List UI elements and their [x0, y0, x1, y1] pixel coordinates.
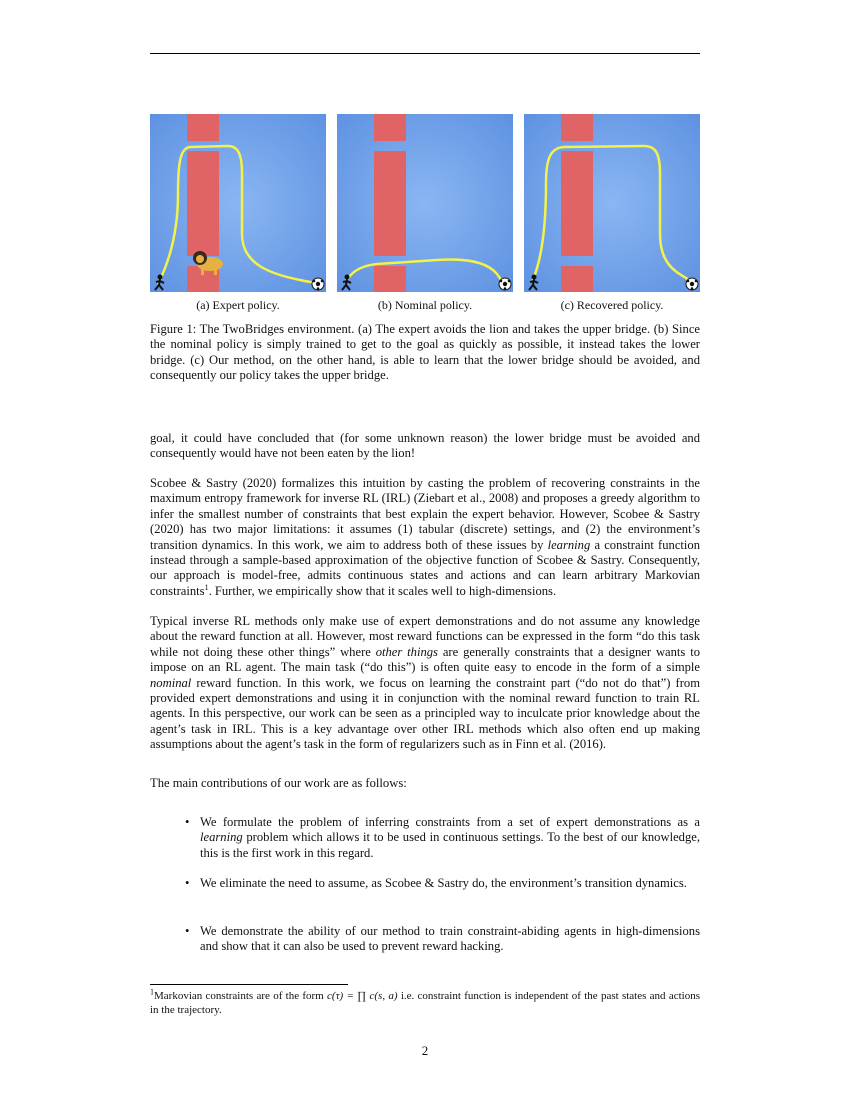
figure-caption-text: Figure 1: The TwoBridges environment. (a) The expert avoids the lion and takes the upper bridge. (b) Since the nominal policy is simply trained to get to the goal as quickly as possible, it instead takes the lower bridge. (c) Our method, on the other hand, is able to learn that the lower bridge should be avoided, and consequently our policy takes the upper bridge. — [150, 322, 700, 383]
bullet: • — [185, 815, 190, 829]
bridge-wall-middle — [561, 151, 593, 256]
paragraph-3-part-c: reward function. In this work, we focus on learning the constraint part (“do not do that”) from provided expert demonstrations and using it in conjunction with the nominal reward function to train RL agents. In this perspective, our work can be seen as a principled way to inculcate prior knowledge about the agent’s task in IRL. This is a key advantage over other IRL methods which also often end up making assumptions about the agent’s task in the form of regularizers such as in Finn et al. (2016). — [150, 675, 700, 752]
subcaption-recovered: (c) Recovered policy. — [560, 298, 664, 312]
figure-panel-recovered — [524, 114, 700, 292]
figure-caption — [150, 322, 700, 384]
footnote-part-b: i.e. constraint function is independent of the past states and actions in the trajectory. — [150, 990, 700, 1016]
list-item — [185, 924, 700, 955]
bridge-wall-middle — [374, 151, 406, 256]
paragraph-4-text: The main contributions of our work are as follows: — [150, 776, 407, 790]
water-background — [524, 114, 700, 292]
bridge-wall-top — [187, 114, 219, 141]
contribution-1-emphasis: learning — [200, 830, 243, 845]
water-background — [150, 114, 326, 292]
contributions-list-2 — [185, 876, 700, 891]
contributions-list-3 — [185, 924, 700, 955]
paragraph-3-part-b: are generally constraints that a designer wants to impose on an RL agent. The main task (“do this”) is often quite easy to encode in the form of a simple — [150, 644, 700, 675]
subcaption-nominal: (b) Nominal policy. — [377, 298, 473, 312]
contribution-1-part-b: problem which allows it to be used in continuous settings. To the best of our knowledge, this is the first work in this regard. — [200, 830, 700, 860]
footnote-part-a: Markovian constraints are of the form — [154, 990, 328, 1002]
bullet: • — [185, 924, 190, 938]
bridge-wall-top — [561, 114, 593, 141]
subcaption-expert: (a) Expert policy. — [196, 298, 280, 312]
paragraph-1-text: goal, it could have concluded that (for some unknown reason) the lower bridge must be avoided and consequently would have not been eaten by the lion! — [150, 431, 700, 461]
paragraph-4 — [150, 776, 700, 791]
list-item — [185, 876, 700, 891]
contributions-list — [185, 815, 700, 861]
footnote — [150, 989, 700, 1017]
contribution-1-part-a: We formulate the problem of inferring constraints from a set of expert demonstrations as a — [200, 815, 700, 829]
header-rule — [150, 53, 700, 54]
footnote-rule — [150, 984, 348, 985]
figure-panel-nominal — [337, 114, 513, 292]
page-number: 2 — [421, 1043, 429, 1058]
paragraph-3-part-a: Typical inverse RL methods only make use of expert demonstrations and do not assume any knowledge about the reward function at all. However, most reward functions can be expressed in the form “do this task while not doing these other things” where — [150, 614, 700, 659]
paragraph-1 — [150, 431, 700, 462]
bullet: • — [185, 876, 190, 890]
soccer-ball-icon — [686, 278, 698, 290]
paragraph-3-emphasis-1: other things — [375, 644, 438, 659]
paragraph-2 — [150, 476, 700, 599]
bridge-wall-middle — [187, 151, 219, 256]
soccer-ball-icon — [499, 278, 511, 290]
bridge-wall-top — [374, 114, 406, 141]
footnote-mark: 1 — [150, 987, 154, 997]
bridge-wall-bottom — [374, 266, 406, 292]
contribution-3-text: We demonstrate the ability of our method to train constraint-abiding agents in high-dimensions and show that it can also be used to prevent reward hacking. — [200, 924, 700, 954]
footnote-math: c(τ) = ∏ c(s, a) — [327, 990, 398, 1002]
paragraph-2-part-b: a constraint function instead through a sample-based approximation of the objective function of Scobee & Sastry. Consequently, our approach is model-free, admits continuous states and actions and can learn arbitrary Markovian constraints — [150, 537, 700, 598]
bridge-wall-bottom — [561, 266, 593, 292]
paragraph-3-emphasis-2: nominal — [150, 675, 192, 690]
paragraph-2-emphasis: learning — [547, 537, 591, 552]
paragraph-2-part-a: Scobee & Sastry (2020) formalizes this intuition by casting the problem of recovering constraints in the maximum entropy framework for inverse RL (IRL) (Ziebart et al., 2008) and proposes a greedy algorithm to infer the smallest number of constraints that best explain the expert behavior. However, Scobee & Sastry (2020) has two major limitations: it assumes (1) tabular (discrete) settings, and (2) the environment’s transition dynamics. In this work, we aim to address both of these issues by — [150, 476, 700, 552]
footnote-marker[interactable]: 1 — [204, 582, 209, 592]
contribution-2-text: We eliminate the need to assume, as Scobee & Sastry do, the environment’s transition dynamics. — [200, 876, 687, 890]
paragraph-2-part-c: . Further, we empirically show that it scales well to high-dimensions. — [208, 583, 557, 598]
paragraph-3 — [150, 614, 700, 753]
figure-panel-expert — [150, 114, 326, 292]
list-item — [185, 815, 700, 861]
soccer-ball-icon — [312, 278, 324, 290]
